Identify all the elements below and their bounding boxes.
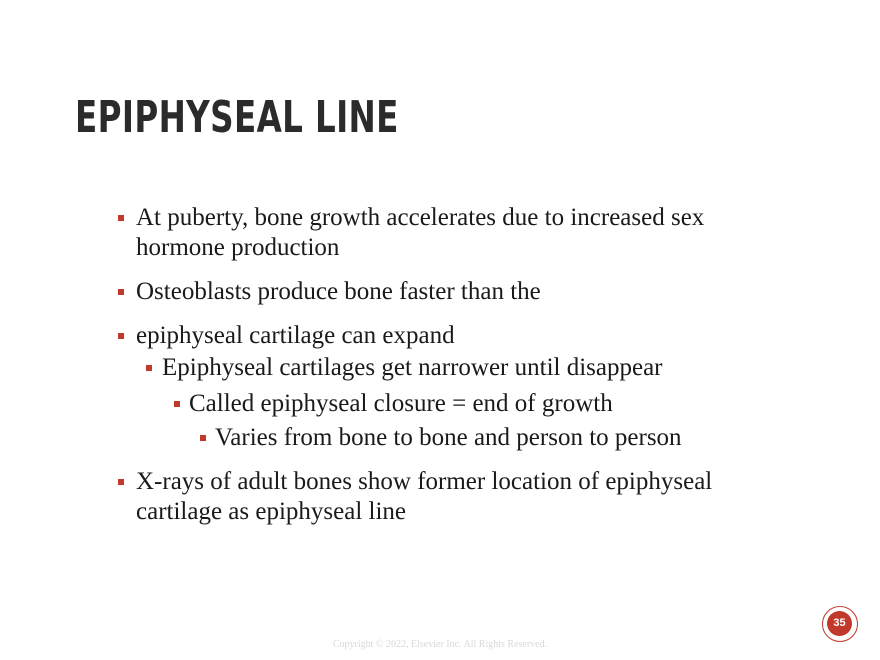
square-bullet-icon — [118, 479, 124, 485]
square-bullet-icon — [174, 401, 180, 407]
slide-title: EPIPHYSEAL LINE — [75, 92, 399, 143]
sub-bullet-item — [118, 353, 738, 383]
bullet-item — [118, 203, 738, 263]
sub-sub-sub-bullet-item — [118, 423, 738, 453]
bullet-text: Epiphyseal cartilages get narrower until disappear — [162, 354, 663, 381]
bullet-text: Osteoblasts produce bone faster than the — [136, 278, 541, 305]
page-number-badge — [822, 606, 858, 642]
bullet-item — [118, 467, 738, 527]
bullet-text: X-rays of adult bones show former location of epiphyseal cartilage as epiphyseal line — [136, 468, 713, 525]
bullet-text: At puberty, bone growth accelerates due to increased sex hormone production — [136, 204, 705, 261]
square-bullet-icon — [118, 215, 124, 221]
bullet-text: epiphyseal cartilage can expand — [136, 322, 455, 349]
bullet-item — [118, 277, 738, 307]
bullet-list — [118, 203, 738, 541]
sub-sub-bullet-item — [118, 389, 738, 419]
square-bullet-icon — [146, 365, 152, 371]
square-bullet-icon — [118, 333, 124, 339]
square-bullet-icon — [200, 435, 206, 441]
square-bullet-icon — [118, 289, 124, 295]
copyright-footer: Copyright © 2022, Elsevier Inc. All Rights Reserved. — [332, 639, 548, 650]
bullet-item — [118, 321, 738, 351]
page-number: 35 — [827, 611, 852, 636]
bullet-text: Varies from bone to bone and person to person — [215, 424, 682, 451]
bullet-text: Called epiphyseal closure = end of growth — [189, 390, 613, 417]
